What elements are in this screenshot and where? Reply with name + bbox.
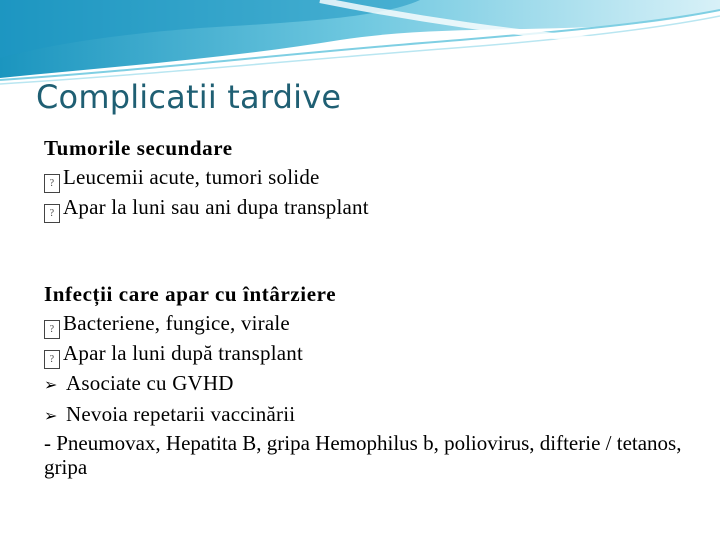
missing-glyph-bullet-icon: ? <box>44 320 60 339</box>
arrow-bullet-item <box>44 400 704 431</box>
spacer <box>44 223 704 280</box>
arrow-bullet-icon: ➢ <box>44 408 58 425</box>
dash-item: - Pneumovax, Hepatita B, gripa Hemophilus b, poliovirus, difterie / tetanos, gripa <box>44 431 682 479</box>
bullet-item <box>44 193 704 223</box>
arrow-bullet-item <box>44 369 704 400</box>
bullet-item <box>44 163 704 193</box>
bullet-text: Leucemii acute, tumori solide <box>63 165 320 189</box>
section-heading-secondary-tumors: Tumorile secundare <box>44 136 233 160</box>
bullet-text: Apar la luni sau ani dupa transplant <box>63 195 369 219</box>
section-heading-late-infections: Infecții care apar cu întârziere <box>44 282 337 306</box>
bullet-text: Nevoia repetarii vaccinării <box>66 402 296 426</box>
missing-glyph-bullet-icon: ? <box>44 174 60 193</box>
bullet-item <box>44 309 704 339</box>
missing-glyph-bullet-icon: ? <box>44 204 60 223</box>
bullet-item <box>44 339 704 369</box>
missing-glyph-bullet-icon: ? <box>44 350 60 369</box>
bullet-text: Bacteriene, fungice, virale <box>63 311 290 335</box>
bullet-text: Asociate cu GVHD <box>66 371 234 395</box>
slide-title: Complicatii tardive <box>36 78 342 116</box>
slide-content <box>44 134 704 479</box>
arrow-bullet-icon: ➢ <box>44 377 58 394</box>
bullet-text: Apar la luni după transplant <box>63 341 304 365</box>
